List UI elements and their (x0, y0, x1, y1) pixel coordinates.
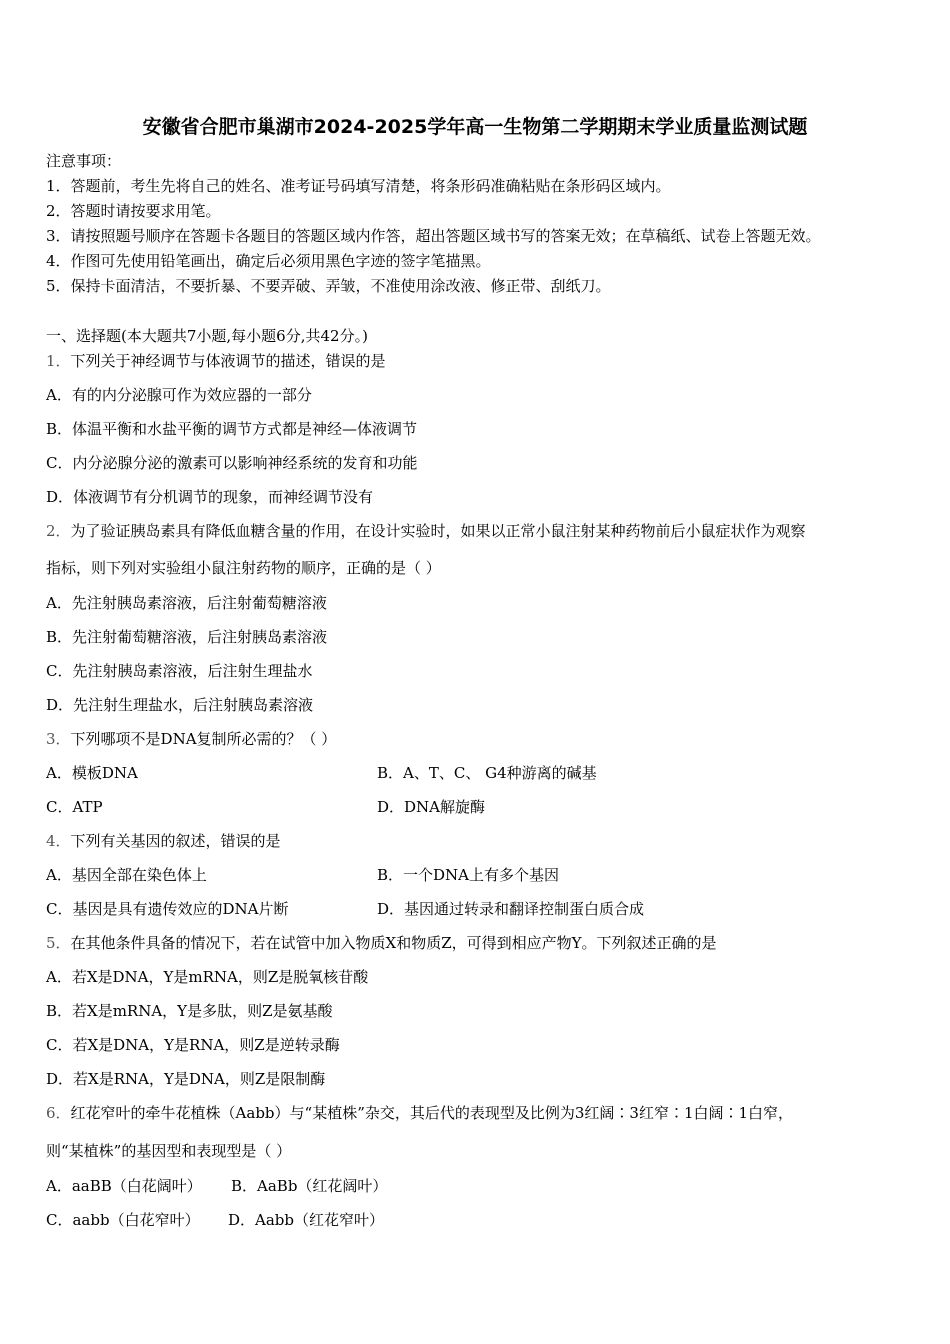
option: C．若X是DNA，Y是RNA，则Z是逆转录酶 (46, 1036, 340, 1054)
option: A．有的内分泌腺可作为效应器的一部分 (46, 386, 312, 404)
section-heading: 一、选择题(本大题共7小题,每小题6分,共42分。) (46, 327, 368, 345)
question-number: 5． (46, 934, 71, 952)
notice-item: 4．作图可先使用铅笔画出，确定后必须用黑色字迹的签字笔描黑。 (46, 252, 491, 270)
option: B．一个DNA上有多个基因 (377, 866, 560, 884)
option: D．若X是RNA，Y是DNA，则Z是限制酶 (46, 1070, 326, 1088)
notice-item: 3．请按照题号顺序在答题卡各题目的答题区域内作答，超出答题区域书写的答案无效；在草稿纸、试卷上答题无效。 (46, 227, 821, 245)
option: A．基因全部在染色体上 (46, 866, 207, 884)
question-number: 4． (46, 832, 71, 850)
question-number: 2． (46, 522, 71, 540)
option: C．基因是具有遗传效应的DNA片断 (46, 900, 289, 918)
option: C．aabb（白花窄叶） (46, 1211, 200, 1229)
question-1 (46, 351, 386, 371)
question-4 (46, 831, 281, 851)
notice-item: 1．答题前，考生先将自己的姓名、准考证号码填写清楚，将条形码准确粘贴在条形码区域内。 (46, 177, 671, 195)
option: D．基因通过转录和翻译控制蛋白质合成 (377, 900, 645, 918)
option: B．A、T、C、 G4种游离的碱基 (377, 764, 597, 782)
question-stem: 下列哪项不是DNA复制所必需的？（ ） (70, 730, 337, 748)
option: C．ATP (46, 798, 103, 816)
option: C．先注射胰岛素溶液，后注射生理盐水 (46, 662, 313, 680)
question-5 (46, 933, 717, 953)
option: A．模板DNA (46, 764, 138, 782)
notice-item: 5．保持卡面清洁，不要折暴、不要弄破、弄皱，不准使用涂改液、修正带、刮纸刀。 (46, 277, 611, 295)
option: B．先注射葡萄糖溶液，后注射胰岛素溶液 (46, 628, 328, 646)
option: D．Aabb（红花窄叶） (228, 1211, 385, 1229)
option: B．体温平衡和水盐平衡的调节方式都是神经—体液调节 (46, 420, 418, 438)
question-number: 1． (46, 352, 71, 370)
option: D．DNA解旋酶 (377, 798, 486, 816)
question-stem-continued: 指标，则下列对实验组小鼠注射药物的顺序，正确的是（ ） (46, 559, 441, 577)
question-stem: 在其他条件具备的情况下，若在试管中加入物质X和物质Z，可得到相应产物Y。下列叙述正确的是 (70, 934, 717, 952)
question-stem: 为了验证胰岛素具有降低血糖含量的作用，在设计实验时，如果以正常小鼠注射某种药物前后小鼠症状作为观察 (70, 522, 806, 540)
option: A．若X是DNA，Y是mRNA，则Z是脱氧核苷酸 (46, 968, 369, 986)
option: D．先注射生理盐水，后注射胰岛素溶液 (46, 696, 314, 714)
notice-item: 2．答题时请按要求用笔。 (46, 202, 221, 220)
page-title: 安徽省合肥市巢湖市2024-2025学年高一生物第二学期期末学业质量监测试题 (142, 116, 808, 138)
question-2 (46, 521, 806, 541)
question-3 (46, 729, 336, 749)
question-stem-continued: 则“某植株”的基因型和表现型是（ ） (46, 1142, 292, 1160)
question-stem: 下列有关基因的叙述，错误的是 (70, 832, 281, 850)
question-6 (46, 1103, 793, 1123)
question-stem: 下列关于神经调节与体液调节的描述，错误的是 (70, 352, 386, 370)
question-number: 6． (46, 1104, 71, 1122)
question-number: 3． (46, 730, 71, 748)
option: A．先注射胰岛素溶液，后注射葡萄糖溶液 (46, 594, 327, 612)
option: D．体液调节有分机调节的现象，而神经调节没有 (46, 488, 374, 506)
option: A．aaBB（白花阔叶） (46, 1177, 202, 1195)
option: C．内分泌腺分泌的激素可以影响神经系统的发育和功能 (46, 454, 418, 472)
notice-heading: 注意事项： (46, 152, 122, 170)
question-stem: 红花窄叶的牵牛花植株（Aabb）与“某植株”杂交，其后代的表现型及比例为3红阔∶3红窄∶1白阔∶1白窄， (70, 1104, 794, 1122)
option: B．AaBb（红花阔叶） (231, 1177, 388, 1195)
option: B．若X是mRNA，Y是多肽，则Z是氨基酸 (46, 1002, 333, 1020)
